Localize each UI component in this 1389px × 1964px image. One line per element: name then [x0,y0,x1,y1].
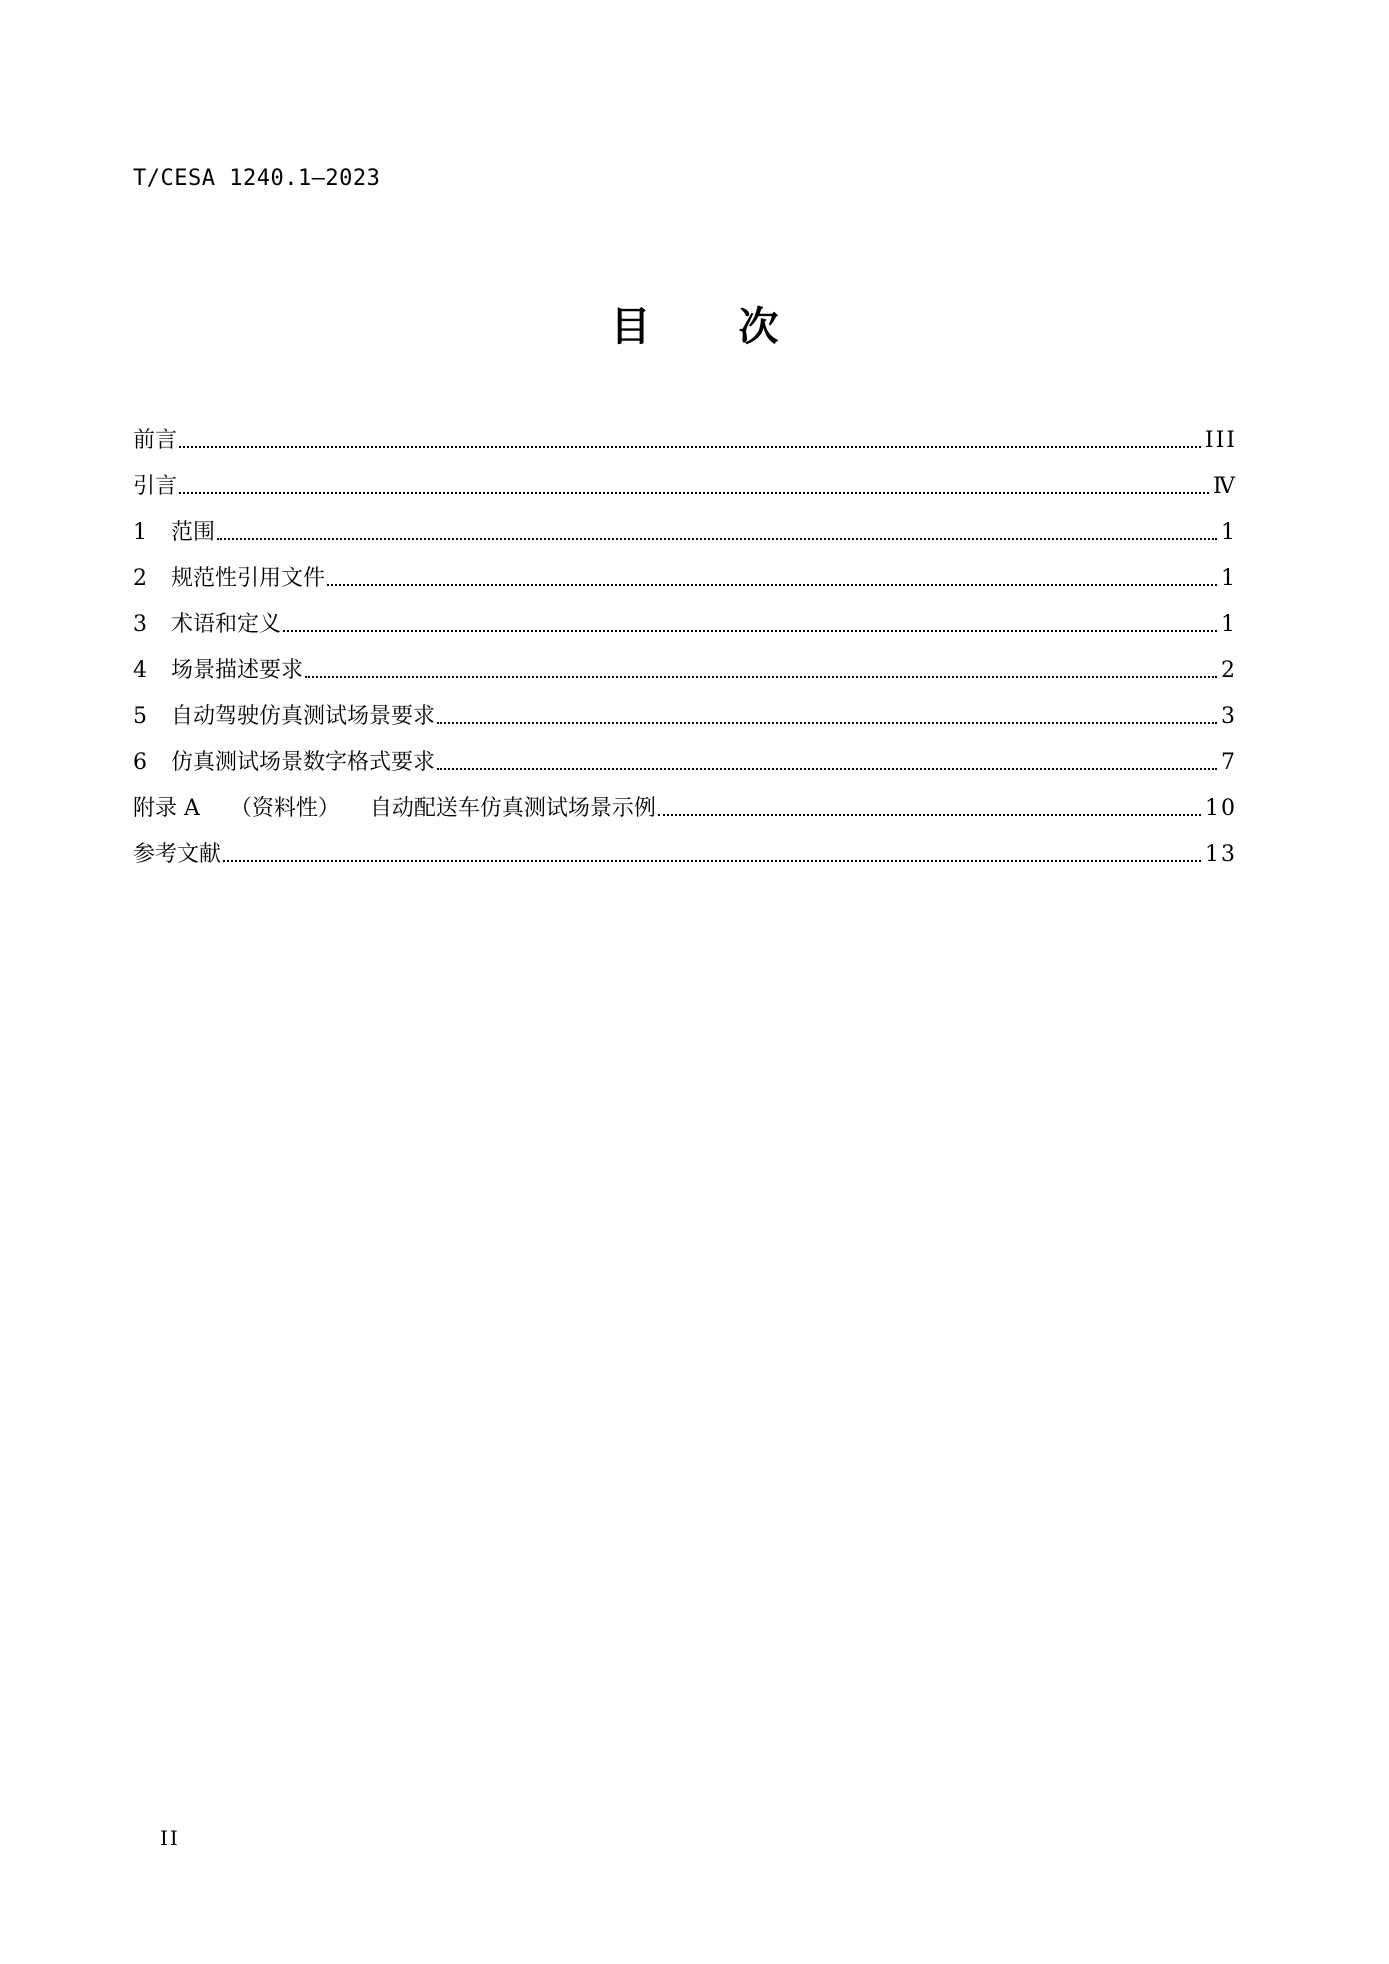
table-of-contents [133,418,1237,878]
dot-leader [283,629,1217,632]
toc-entry-number: 2 [133,566,147,591]
toc-entry-number: 3 [133,612,147,637]
toc-entry-label: 前言 [133,428,178,453]
toc-entry-scenario-description[interactable] [133,648,1237,694]
toc-entry-digital-format[interactable] [133,740,1237,786]
toc-entry-number: 4 [133,658,147,683]
annex-prefix: 附录 A [133,796,200,821]
toc-entry-scope[interactable] [133,510,1237,556]
dot-leader [437,721,1217,724]
dot-leader [437,767,1217,770]
annex-title: 自动配送车仿真测试场景示例 [369,796,656,821]
toc-entry-label: 自动驾驶仿真测试场景要求 [171,704,436,729]
toc-entry-page: 10 [1205,796,1237,821]
dot-leader [305,675,1217,678]
toc-entry-page: 1 [1221,612,1237,637]
dot-leader [179,491,1209,494]
toc-entry-normative-references[interactable] [133,556,1237,602]
toc-entry-label: 引言 [133,474,178,499]
toc-entry-number: 5 [133,704,147,729]
dot-leader [179,445,1201,448]
toc-entry-page: 1 [1221,566,1237,591]
dot-leader [327,583,1217,586]
toc-entry-terms-definitions[interactable] [133,602,1237,648]
toc-entry-simulation-scenario[interactable] [133,694,1237,740]
standard-code: T/CESA 1240.1—2023 [133,166,381,191]
page-number: II [160,1826,180,1850]
toc-entry-label: 规范性引用文件 [171,566,326,591]
toc-entry-label: 场景描述要求 [171,658,304,683]
toc-entry-bibliography[interactable] [133,832,1237,878]
toc-entry-number: 6 [133,750,147,775]
toc-entry-label: 术语和定义 [171,612,282,637]
toc-entry-page: 7 [1221,750,1237,775]
toc-entry-foreword[interactable] [133,418,1237,464]
toc-entry-label: 仿真测试场景数字格式要求 [171,750,436,775]
toc-title-char-1: 目 [610,304,651,350]
toc-entry-label: 范围 [171,520,216,545]
toc-title-char-2: 次 [738,304,779,350]
toc-entry-label [133,786,656,832]
toc-title [0,302,1389,352]
dot-leader [658,813,1201,816]
toc-entry-label: 参考文献 [133,842,222,867]
dot-leader [223,859,1201,862]
toc-entry-page: 13 [1205,842,1237,867]
toc-entry-page: 3 [1221,704,1237,729]
toc-entry-annex-a[interactable] [133,786,1237,832]
toc-entry-introduction[interactable] [133,464,1237,510]
toc-entry-page: 2 [1221,658,1237,683]
toc-entry-page: Ⅳ [1213,474,1237,499]
toc-entry-number: 1 [133,520,147,545]
toc-entry-page: III [1204,428,1237,453]
dot-leader [217,537,1217,540]
toc-entry-page: 1 [1221,520,1237,545]
annex-type: （资料性） [229,796,340,821]
